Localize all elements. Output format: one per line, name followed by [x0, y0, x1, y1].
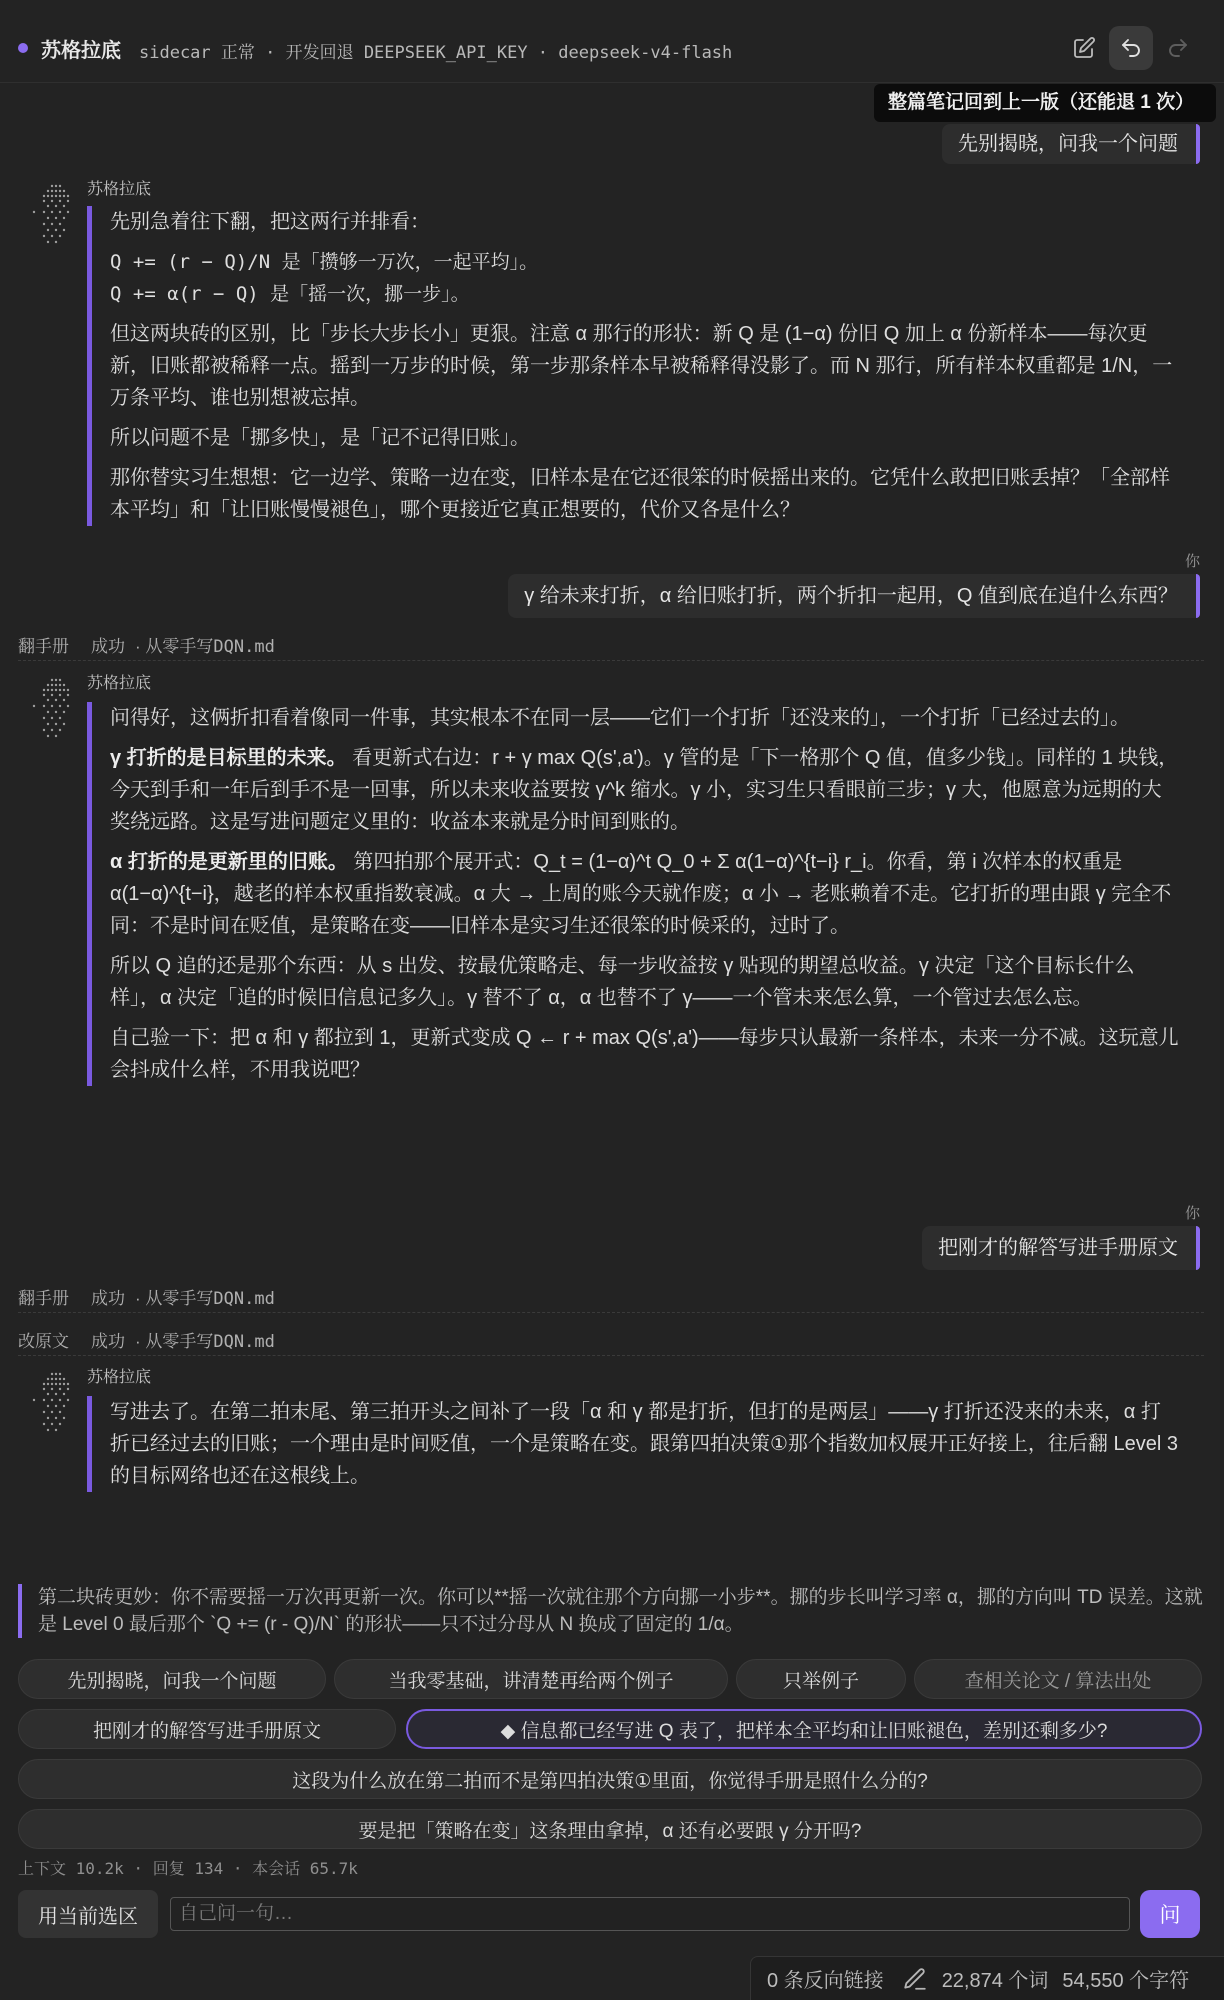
- message-text: 第四拍那个展开式：Q_t = (1−α)^t Q_0 + Σ α(1−α)^{t−i} r_i。你看，第 i 次样本的权重是 α(1−α)^{t−i}，越老的样本权重指数衰减。α 大 → 上周的账今天就作废；α 小 → 老账赖着不走。它打折的理由跟 γ 完全不同：不是时间在贬值，是策略在变——旧样本是实习生还很笨的时候采的，过时了。: [110, 851, 1172, 937]
- use-selection-button[interactable]: 用当前选区: [18, 1890, 158, 1938]
- user-message: 把刚才的解答写进手册原文: [922, 1226, 1200, 1270]
- message-paragraph: 所以 Q 追的还是那个东西：从 s 出发、按最优策略走、每一步收益按 γ 贴现的期望总收益。γ 决定「这个目标长什么样」，α 决定「追的时候旧信息记多久」。γ 替不了 α，α 也替不了 γ——一个管未来怎么算，一个管过去怎么忘。: [110, 955, 1135, 1009]
- selection-quote: 第二块砖更妙：你不需要摇一万次再更新一次。你可以**摇一次就往那个方向挪一小步**。挪的步长叫学习率 α，挪的方向叫 TD 误差。这就是 Level 0 最后那个 `Q += (r - Q)/N` 的形状——只不过分母从 N 换成了固定的 1/α。: [18, 1584, 1208, 1638]
- bold-lead: α 打折的是更新里的旧账。: [110, 851, 348, 873]
- bot-name: 苏格拉底: [87, 1369, 152, 1386]
- suggestion-chip[interactable]: 先别揭晓，问我一个问题: [18, 1659, 326, 1699]
- message-paragraph: 但这两块砖的区别，比「步长大步长小」更狠。注意 α 那行的形状：新 Q 是 (1−α) 份旧 Q 加上 α 份新样本——每次更新，旧账都被稀释一点。摇到一万步的时候，第一步那条样本早被稀释得没影了。而 N 那行，所有样本权重都是 1/N，一万条平均、谁也别想被忘掉。: [110, 323, 1173, 409]
- ask-button[interactable]: 问: [1140, 1890, 1200, 1938]
- tool-call: 改原文 成功 · 从零手写DQN.md: [18, 1332, 275, 1352]
- tool-call: 翻手册 成功 · 从零手写DQN.md: [18, 1289, 275, 1309]
- bot-name: 苏格拉底: [87, 181, 152, 198]
- undo-button[interactable]: [1109, 26, 1153, 70]
- tool-call: 翻手册 成功 · 从零手写DQN.md: [18, 637, 275, 657]
- message-text: 看更新式右边：r + γ max Q(s',a')。γ 管的是「下一格那个 Q 值，值多少钱」。同样的 1 块钱，今天到手和一年后到手不是一回事，所以未来收益要按 γ^k 缩水。γ 小，实习生只看眼前三步；γ 大，他愿意为远期的大奖绕远路。这是写进问题定义里的：收益本来就是分时间到账的。: [110, 747, 1179, 833]
- message-paragraph: 先别急着往下翻，把这两行并排看：: [110, 211, 430, 233]
- bot-message: [87, 1396, 1179, 1492]
- tool-target: 从零手写DQN.md: [145, 637, 275, 657]
- undo-tooltip: 整篇笔记回到上一版（还能退 1 次）: [874, 84, 1216, 122]
- message-paragraph: 所以问题不是「挪多快」，是「记不记得旧账」。: [110, 427, 530, 449]
- edit-button[interactable]: [1062, 26, 1106, 70]
- code-line: Q += (r − Q)/N 是「攒够一万次，一起平均」。: [110, 251, 539, 273]
- message-paragraph: [110, 846, 1179, 942]
- tool-status: 成功: [91, 637, 125, 656]
- message-paragraph: [110, 742, 1179, 838]
- usage-stats: 上下文 10.2k · 回复 134 · 本会话 65.7k: [18, 1859, 358, 1878]
- suggestion-chip[interactable]: 查相关论文 / 算法出处: [914, 1659, 1202, 1699]
- message-paragraph: 问得好，这俩折扣看着像同一件事，其实根本不在同一层——它们一个打折「还没来的」，一个打折「已经过去的」。: [110, 707, 1130, 729]
- you-label: 你: [1184, 1205, 1200, 1222]
- suggestion-chip[interactable]: 当我零基础，讲清楚再给两个例子: [334, 1659, 728, 1699]
- edit-icon: [1072, 36, 1096, 60]
- tool-name: 翻手册: [18, 637, 69, 656]
- tool-name: 翻手册: [18, 1289, 69, 1308]
- tool-target: 从零手写DQN.md: [145, 1289, 275, 1309]
- suggestion-chip[interactable]: 要是把「策略在变」这条理由拿掉，α 还有必要跟 γ 分开吗?: [18, 1809, 1202, 1849]
- app-title: 苏格拉底: [41, 40, 121, 62]
- bot-message: [87, 206, 1179, 526]
- redo-button[interactable]: [1156, 26, 1200, 70]
- pencil-icon: [902, 1966, 928, 1992]
- divider: [18, 1355, 1204, 1356]
- tool-name: 改原文: [18, 1332, 69, 1351]
- suggestion-chip[interactable]: 只举例子: [736, 1659, 906, 1699]
- message-paragraph: 那你替实习生想想：它一边学、策略一边在变，旧样本是在它还很笨的时候摇出来的。它凭什么敢把旧账丢掉？「全部样本平均」和「让旧账慢慢褪色」，哪个更接近它真正想要的，代价又各是什么？: [110, 467, 1170, 521]
- backlinks-count[interactable]: 0 条反向链接: [767, 1970, 884, 1992]
- redo-icon: [1166, 36, 1190, 60]
- user-message: 先别揭晓，问我一个问题: [942, 124, 1200, 164]
- user-message: γ 给未来打折，α 给旧账打折，两个折扣一起用，Q 值到底在追什么东西？: [508, 574, 1200, 618]
- message-paragraph: 写进去了。在第二拍末尾、第三拍开头之间补了一段「α 和 γ 都是打折，但打的是两层」——γ 打折还没来的未来，α 打折已经过去的旧账；一个理由是时间贬值，一个是策略在变。跟第四拍决策①那个指数加权展开正好接上，往后翻 Level 3 的目标网络也还在这根线上。: [110, 1401, 1178, 1487]
- divider: [18, 660, 1204, 661]
- status-text: sidecar 正常 · 开发回退 DEEPSEEK_API_KEY · deepseek-v4-flash: [139, 43, 733, 63]
- suggestion-chip[interactable]: 把刚才的解答写进手册原文: [18, 1709, 396, 1749]
- tool-target: 从零手写DQN.md: [145, 1332, 275, 1352]
- code-line: Q += α(r − Q) 是「摇一次，挪一步」。: [110, 283, 470, 305]
- status-dot: [18, 43, 28, 53]
- bot-message: [87, 702, 1179, 1086]
- you-label: 你: [1184, 553, 1200, 570]
- message-paragraph: 自己验一下：把 α 和 γ 都拉到 1，更新式变成 Q ← r + max Q(s',a')——每步只认最新一条样本，未来一分不减。这玩意儿会抖成什么样，不用我说吧？: [110, 1027, 1179, 1081]
- socrates-avatar-icon: [30, 676, 78, 752]
- socrates-avatar-icon: [30, 182, 78, 258]
- divider: [18, 1312, 1204, 1313]
- bot-name: 苏格拉底: [87, 675, 152, 692]
- tool-status: 成功: [91, 1332, 125, 1351]
- bold-lead: γ 打折的是目标里的未来。: [110, 747, 347, 769]
- tool-status: 成功: [91, 1289, 125, 1308]
- socrates-avatar-icon: [30, 1370, 78, 1446]
- suggestion-chip[interactable]: 这段为什么放在第二拍而不是第四拍决策①里面，你觉得手册是照什么分的?: [18, 1759, 1202, 1799]
- status-bar: [0, 1956, 1224, 2000]
- undo-icon: [1119, 36, 1143, 60]
- suggestion-chip-selected[interactable]: ◆ 信息都已经写进 Q 表了，把样本全平均和让旧账褪色，差别还剩多少?: [406, 1709, 1202, 1749]
- header-bar: [0, 0, 1224, 83]
- char-count: 54,550 个字符: [1062, 1970, 1190, 1992]
- status-bar-info: [750, 1956, 1224, 2000]
- word-count: 22,874 个词: [941, 1970, 1049, 1992]
- question-input[interactable]: [170, 1897, 1130, 1931]
